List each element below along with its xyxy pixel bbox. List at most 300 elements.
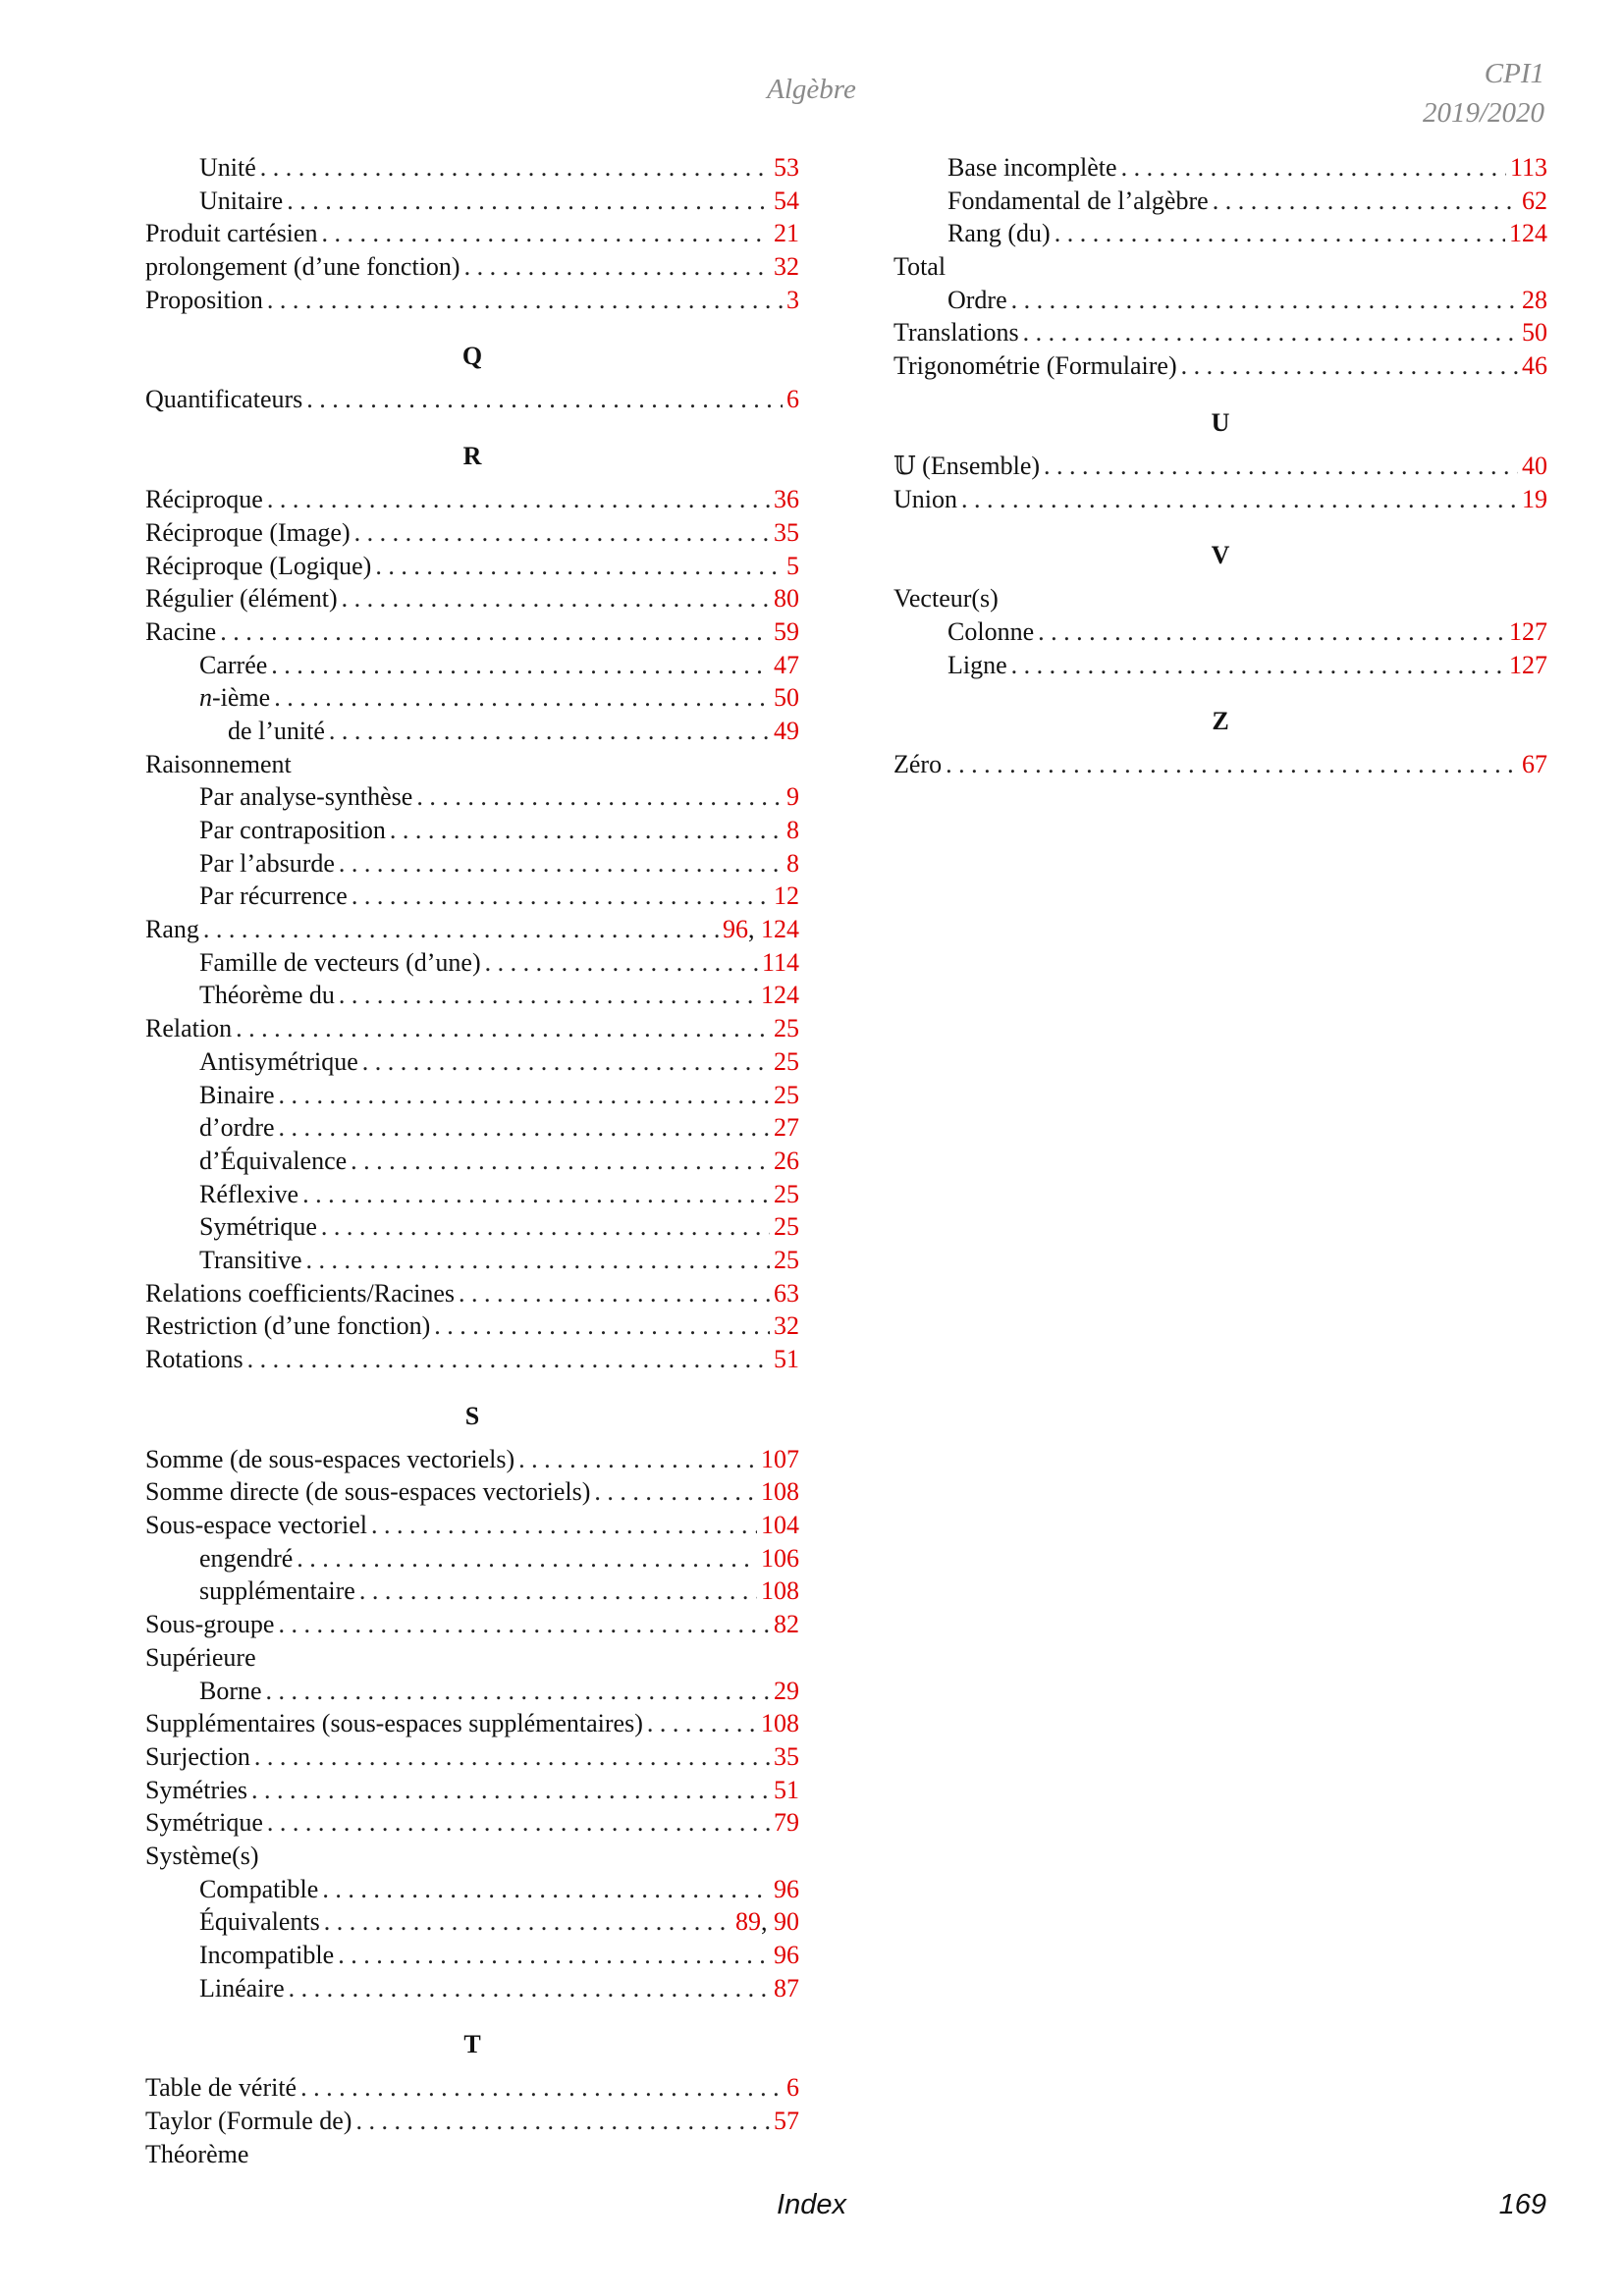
index-entry	[145, 981, 799, 1014]
page-link[interactable]: 114	[761, 947, 799, 977]
page-link[interactable]: 21	[774, 219, 799, 248]
page-link[interactable]: 25	[774, 1080, 799, 1109]
dot-leader	[306, 385, 783, 414]
page-references	[761, 981, 799, 1010]
index-entry	[145, 1014, 799, 1047]
page-references	[774, 1742, 799, 1772]
page-references	[1522, 187, 1547, 216]
page-references	[774, 252, 799, 282]
index-entry	[145, 1511, 799, 1544]
page-link[interactable]: 108	[761, 1709, 799, 1738]
index-entry	[145, 1279, 799, 1312]
dot-leader	[278, 1610, 770, 1639]
index-entry	[145, 485, 799, 518]
page-references	[1510, 153, 1547, 183]
index-entry	[145, 2140, 799, 2173]
dot-leader	[1213, 187, 1518, 216]
index-entry-label: Symétrique	[145, 1808, 263, 1838]
index-entry-label: Sous-groupe	[145, 1610, 275, 1639]
page-references	[774, 1047, 799, 1077]
dot-leader	[362, 1047, 770, 1077]
dot-leader	[306, 1246, 771, 1275]
index-entry-label: Antisymétrique	[199, 1046, 358, 1076]
dot-leader	[321, 219, 770, 248]
page-link[interactable]: 124	[1509, 219, 1547, 248]
dot-leader	[279, 1113, 770, 1143]
page-link[interactable]: 40	[1522, 451, 1547, 480]
index-entry-label: Système(s)	[145, 1841, 259, 1870]
dot-leader	[300, 2073, 783, 2103]
index-section-letter: V	[1211, 541, 1230, 570]
dot-leader	[339, 849, 783, 879]
page-references	[774, 1212, 799, 1242]
index-entry	[145, 1576, 799, 1610]
index-entry-label: Union	[893, 484, 957, 513]
index-entry	[145, 219, 799, 252]
index-column-left	[145, 153, 799, 2172]
index-entry-label: Colonne	[947, 616, 1035, 646]
page-references	[774, 1081, 799, 1110]
page-references	[774, 187, 799, 216]
page-link[interactable]: 80	[774, 584, 799, 614]
index-entry-label: Rotations	[145, 1345, 243, 1373]
index-entry	[145, 717, 799, 750]
page-link[interactable]: 104	[761, 1511, 799, 1540]
dot-leader	[342, 584, 770, 614]
dot-leader	[375, 552, 783, 581]
index-entry-label: Par contraposition	[199, 816, 386, 844]
dot-leader	[338, 1941, 770, 1970]
page-references	[774, 1345, 799, 1374]
index-entry-label: Proposition	[145, 285, 263, 314]
index-entry	[145, 584, 799, 617]
page-link[interactable]: 3	[786, 285, 799, 314]
index-entry-label: Table de vérité	[145, 2073, 298, 2103]
index-entry-label: de l’unité	[228, 716, 325, 745]
index-entry-label: Régulier (élément)	[145, 584, 338, 614]
index-entry-label: Unitaire	[199, 186, 284, 215]
dot-leader	[203, 915, 719, 944]
dot-leader	[464, 252, 770, 282]
page-references	[1509, 617, 1547, 647]
index-entry	[893, 252, 1547, 286]
page-link[interactable]: 96	[774, 1941, 799, 1969]
index-entry-label: Trigonométrie (Formulaire)	[893, 351, 1177, 381]
dot-leader	[434, 1311, 770, 1341]
page-link[interactable]: 127	[1509, 650, 1547, 679]
page-link[interactable]: 108	[761, 1477, 799, 1507]
dot-leader	[355, 2107, 770, 2136]
page-link[interactable]: 108	[761, 1576, 799, 1606]
index-entry	[145, 948, 799, 982]
index-entry	[145, 1180, 799, 1213]
page-link[interactable]: 87	[774, 1973, 799, 2002]
index-entry	[145, 187, 799, 220]
index-entry-label: Supérieure	[145, 1642, 256, 1672]
index-entry-label: Base incomplète	[947, 153, 1117, 182]
page-link[interactable]: 8	[786, 848, 799, 878]
index-entry	[145, 1643, 799, 1677]
index-entry-label: Restriction (d’une fonction)	[145, 1311, 431, 1341]
index-entry	[893, 485, 1547, 518]
index-entry	[893, 617, 1547, 651]
index-entry-label: prolongement (d’une fonction)	[145, 252, 460, 282]
index-entry	[893, 351, 1547, 385]
page-references	[1522, 452, 1547, 481]
index-entry	[145, 2073, 799, 2107]
index-entry-label: Famille de vecteurs (d’une)	[199, 947, 481, 977]
page-references	[1522, 286, 1547, 315]
index-entry	[145, 881, 799, 915]
page-references	[1522, 351, 1547, 381]
dot-leader	[267, 485, 770, 514]
index-entry-label: Raisonnement	[145, 749, 292, 778]
page-references	[774, 651, 799, 680]
dot-leader	[485, 948, 758, 978]
index-entry	[893, 187, 1547, 220]
dot-leader	[518, 1445, 757, 1474]
page-link[interactable]: 26	[774, 1146, 799, 1175]
page-link[interactable]: 96	[723, 915, 748, 944]
index-entry	[145, 617, 799, 651]
page-references	[774, 1113, 799, 1143]
page-link[interactable]: 5	[786, 551, 799, 580]
dot-leader	[251, 1776, 770, 1805]
page-link[interactable]: 106	[761, 1543, 799, 1573]
index-entry-label: Par récurrence	[199, 881, 348, 911]
page-references	[774, 881, 799, 911]
page-references	[762, 948, 799, 978]
index-section-letter: T	[463, 2030, 481, 2059]
index-entry	[145, 1147, 799, 1180]
page-link[interactable]: 82	[774, 1610, 799, 1639]
page-references	[774, 1279, 799, 1308]
page-references	[774, 219, 799, 248]
index-entry-label: Somme directe (de sous-espaces vectoriels)	[145, 1477, 591, 1507]
page-references	[774, 485, 799, 514]
dot-leader	[1044, 452, 1518, 481]
index-entry-label: Racine	[145, 616, 217, 646]
page-link[interactable]: 35	[774, 517, 799, 547]
index-entry	[145, 1610, 799, 1643]
page-link[interactable]: 25	[774, 1046, 799, 1076]
header-course-info	[1423, 54, 1544, 133]
header-year: 2019/2020	[1422, 97, 1544, 129]
page-link[interactable]: 57	[774, 2107, 799, 2136]
page-references	[774, 1246, 799, 1275]
page-references	[774, 1808, 799, 1838]
dot-leader	[274, 683, 770, 713]
index-entry-label: Rang (du)	[947, 219, 1051, 248]
page-references	[774, 1974, 799, 2003]
dot-leader	[1038, 617, 1505, 647]
page-references	[1522, 750, 1547, 779]
dot-leader	[1011, 286, 1518, 315]
dot-leader	[289, 1974, 770, 2003]
page-link[interactable]: 96	[774, 1874, 799, 1903]
page-references	[761, 1511, 799, 1540]
index-entry	[893, 219, 1547, 252]
index-entry	[145, 1974, 799, 2007]
index-entry-label: Sous-espace vectoriel	[145, 1511, 367, 1540]
page-references	[774, 1875, 799, 1904]
page-link[interactable]: 51	[774, 1345, 799, 1373]
index-entry-label: Réciproque	[145, 485, 263, 514]
dot-leader	[279, 1081, 770, 1110]
page-references	[786, 552, 799, 581]
dot-leader	[267, 286, 783, 315]
index-entry-label: Équivalents	[199, 1907, 320, 1937]
page-link[interactable]: 59	[774, 616, 799, 646]
dot-leader	[351, 1147, 770, 1176]
index-section-letter: S	[464, 1401, 480, 1430]
dot-leader	[647, 1709, 757, 1738]
index-entry	[893, 153, 1547, 187]
page-references	[774, 2107, 799, 2136]
index-entry-label: Linéaire	[199, 1973, 285, 2002]
dot-leader	[371, 1511, 757, 1540]
page-link[interactable]: 35	[774, 1741, 799, 1771]
page-link[interactable]: 51	[774, 1775, 799, 1804]
page-link[interactable]: 47	[774, 650, 799, 679]
index-entry	[145, 1875, 799, 1908]
page-references	[761, 1544, 799, 1574]
index-entry	[893, 286, 1547, 319]
index-entry	[145, 1907, 799, 1941]
page-link[interactable]: 90	[774, 1907, 799, 1937]
index-entry-label: Surjection	[145, 1741, 250, 1771]
index-entry	[145, 1212, 799, 1246]
page-references	[774, 683, 799, 713]
index-entry-label: Produit cartésien	[145, 219, 318, 248]
dot-leader	[946, 750, 1518, 779]
dot-leader	[1121, 153, 1506, 183]
index-entry-label: d’Équivalence	[199, 1146, 348, 1175]
page-references	[761, 1445, 799, 1474]
page-references	[774, 617, 799, 647]
index-entry	[145, 915, 799, 948]
index-entry	[145, 552, 799, 585]
index-entry	[145, 252, 799, 286]
index-entry	[145, 153, 799, 187]
index-entry-label: Ligne	[947, 650, 1007, 679]
page-references	[1522, 485, 1547, 514]
page-link[interactable]: 89	[735, 1907, 761, 1937]
page-references	[786, 286, 799, 315]
page-link[interactable]: 12	[774, 881, 799, 911]
index-entry-label: Par l’absurde	[199, 848, 335, 878]
page-references	[1509, 219, 1547, 248]
dot-leader	[260, 153, 770, 183]
index-entry	[145, 1808, 799, 1842]
index-entry-label: Zéro	[893, 750, 943, 779]
page-link[interactable]: 27	[774, 1113, 799, 1143]
page-references	[774, 518, 799, 548]
index-entry-label: supplémentaire	[199, 1576, 355, 1606]
dot-leader	[1011, 651, 1505, 680]
header-subject: Algèbre	[767, 74, 856, 105]
page-link[interactable]: 46	[1522, 351, 1547, 381]
index-entry-label: Incompatible	[199, 1941, 335, 1969]
index-entry-label: Relations coefficients/Racines	[145, 1278, 456, 1308]
index-entry	[893, 452, 1547, 485]
dot-leader	[1023, 318, 1518, 347]
dot-leader	[324, 1907, 731, 1937]
page-link[interactable]: 50	[774, 683, 799, 713]
page-link[interactable]: 113	[1509, 153, 1547, 182]
page-references: 96, 124	[723, 915, 799, 944]
page-link[interactable]: 67	[1522, 750, 1547, 779]
page-link[interactable]: 124	[761, 915, 799, 944]
page-link[interactable]: 32	[774, 252, 799, 282]
index-entry	[893, 584, 1547, 617]
index-entry	[145, 1776, 799, 1809]
index-entry	[145, 782, 799, 816]
index-entry	[145, 1941, 799, 1974]
index-section-letter: R	[462, 442, 482, 471]
index-entry-label: Réciproque (Image)	[145, 517, 351, 547]
dot-leader	[302, 1180, 770, 1209]
dot-leader	[352, 881, 770, 911]
page-link[interactable]: 8	[786, 816, 799, 844]
page-link[interactable]: 79	[774, 1808, 799, 1838]
dot-leader	[297, 1544, 757, 1574]
page-references	[774, 1311, 799, 1341]
index-entry	[145, 1081, 799, 1114]
dot-leader	[359, 1576, 757, 1606]
index-entry-label: Réflexive	[199, 1179, 299, 1208]
index-entry	[145, 1246, 799, 1279]
index-entry	[145, 286, 799, 319]
dot-leader	[961, 485, 1518, 514]
page-link[interactable]: 6	[786, 385, 799, 414]
index-entry-label: Binaire	[199, 1080, 275, 1109]
page-link[interactable]: 32	[774, 1311, 799, 1341]
index-entry-label: Symétrique	[199, 1212, 317, 1242]
index-entry	[893, 750, 1547, 783]
index-entry-label: Réciproque (Logique)	[145, 551, 372, 580]
index-entry	[145, 1842, 799, 1875]
index-section-letter: U	[1211, 407, 1230, 437]
index-entry-label: Total	[893, 252, 947, 282]
index-entry-label: Fondamental de l’algèbre	[947, 186, 1209, 215]
page-references	[774, 1147, 799, 1176]
index-entry-label: Supplémentaires (sous-espaces supplémentaires)	[145, 1709, 643, 1738]
page-link[interactable]: 25	[774, 1245, 799, 1274]
page-references	[774, 1014, 799, 1043]
page-link[interactable]: 124	[761, 981, 799, 1010]
dot-leader	[266, 1677, 770, 1706]
index-entry	[145, 816, 799, 849]
page-link[interactable]: 6	[786, 2073, 799, 2103]
dot-leader	[267, 1808, 770, 1838]
index-entry	[145, 1677, 799, 1710]
dot-leader	[329, 717, 770, 746]
index-entry-label: Vecteur(s)	[893, 584, 999, 614]
index-entry-label: Par analyse-synthèse	[199, 782, 413, 812]
page-link[interactable]: 25	[774, 1212, 799, 1242]
page-references	[786, 2073, 799, 2103]
footer-section-title: Index	[777, 2189, 846, 2220]
page-references	[774, 1941, 799, 1970]
page-link[interactable]: 49	[774, 716, 799, 745]
page-link[interactable]: 127	[1509, 616, 1547, 646]
dot-leader	[339, 981, 757, 1010]
page-link[interactable]: 19	[1522, 484, 1547, 513]
index-entry	[893, 318, 1547, 351]
dot-leader	[416, 782, 783, 812]
index-entry	[145, 1047, 799, 1081]
page-references	[786, 816, 799, 845]
index-entry	[145, 1544, 799, 1577]
dot-leader	[594, 1477, 757, 1507]
index-entry	[145, 385, 799, 418]
page-link[interactable]: 50	[1522, 318, 1547, 347]
page-references	[1509, 651, 1547, 680]
page-references: 89, 90	[735, 1907, 799, 1937]
page-link[interactable]: 29	[774, 1676, 799, 1705]
page-references	[761, 1576, 799, 1606]
page-references	[774, 1180, 799, 1209]
index-entry-label: n-ième	[199, 683, 271, 713]
dot-leader	[459, 1279, 770, 1308]
page-references	[786, 385, 799, 414]
dot-leader	[287, 187, 770, 216]
page-references	[786, 849, 799, 879]
page-link[interactable]: 28	[1522, 285, 1547, 314]
index-entry-label: Quantificateurs	[145, 385, 303, 414]
page-link[interactable]: 25	[774, 1014, 799, 1043]
index-entry-label: Ordre	[947, 285, 1007, 314]
page-link[interactable]: 9	[786, 782, 799, 812]
index-column-right	[893, 153, 1547, 783]
index-entry-label: Translations	[893, 318, 1019, 347]
index-entry	[145, 1345, 799, 1378]
index-entry-label: Somme (de sous-espaces vectoriels)	[145, 1444, 515, 1473]
dot-leader	[390, 816, 783, 845]
page-link[interactable]: 36	[774, 485, 799, 514]
page-link[interactable]: 62	[1522, 186, 1547, 215]
header-class: CPI1	[1484, 58, 1544, 89]
index-entry	[145, 1709, 799, 1742]
dot-leader	[321, 1212, 770, 1242]
index-entry-label: Taylor (Formule de)	[145, 2107, 352, 2136]
page-references	[774, 584, 799, 614]
index-entry	[145, 1477, 799, 1511]
index-entry-label: Rang	[145, 915, 199, 944]
page-link[interactable]: 63	[774, 1278, 799, 1308]
index-entry-label: Théorème du	[199, 981, 335, 1010]
page-link[interactable]: 25	[774, 1179, 799, 1208]
index-entry	[145, 1113, 799, 1147]
index-entry-label: engendré	[199, 1543, 294, 1573]
dot-leader	[1055, 219, 1505, 248]
dot-leader	[1181, 351, 1518, 381]
page-link[interactable]: 54	[774, 186, 799, 215]
dot-leader	[354, 518, 770, 548]
index-entry	[145, 1742, 799, 1776]
index-entry	[145, 683, 799, 717]
dot-leader	[236, 1014, 770, 1043]
index-entry	[145, 2107, 799, 2140]
page-references	[761, 1709, 799, 1738]
page-link[interactable]: 53	[774, 153, 799, 182]
page-link[interactable]: 107	[761, 1444, 799, 1473]
index-entry-label: Borne	[199, 1676, 262, 1705]
index-entry	[145, 1445, 799, 1478]
page-references	[774, 1776, 799, 1805]
page-references	[774, 1677, 799, 1706]
